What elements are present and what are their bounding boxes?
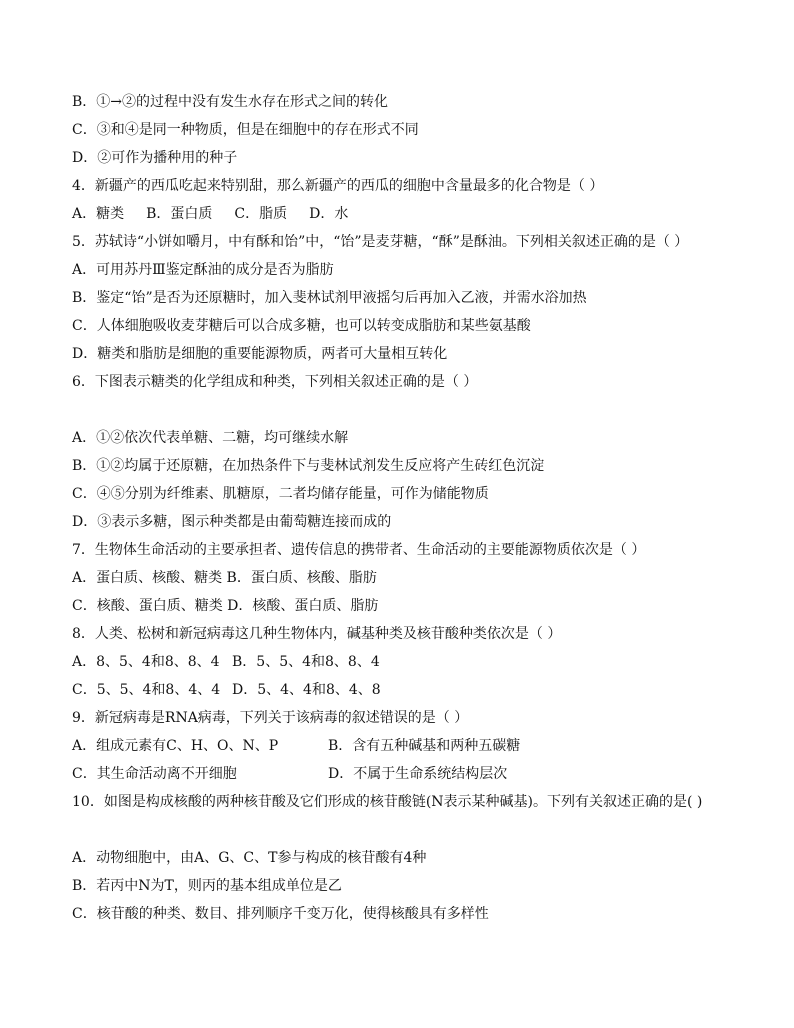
q8-stem: 8．人类、松树和新冠病毒这几种生物体内，碱基种类及核苷酸种类依次是（ ） <box>72 626 562 642</box>
q8-option-b: B．5、5、4和8、8、4 <box>232 654 380 670</box>
q6-option-c: C．④⑤分别为纤维素、肌糖原，二者均储存能量，可作为储能物质 <box>72 486 489 502</box>
q4-option-d: D．水 <box>309 206 349 222</box>
q6-option-a: A．①②依次代表单糖、二糖，均可继续水解 <box>72 430 349 446</box>
q4-stem: 4．新疆产的西瓜吃起来特别甜，那么新疆产的西瓜的细胞中含量最多的化合物是（ ） <box>72 178 604 194</box>
q6-stem: 6．下图表示糖类的化学组成和种类，下列相关叙述正确的是（ ） <box>72 374 478 390</box>
q6-option-d: D．③表示多糖，图示种类都是由葡萄糖连接而成的 <box>72 514 392 530</box>
q9-option-d: D．不属于生命系统结构层次 <box>328 766 508 782</box>
q8-option-d: D．5、4、4和8、4、8 <box>232 682 381 698</box>
q5-option-a: A．可用苏丹Ⅲ鉴定酥油的成分是否为脂肪 <box>72 262 334 278</box>
q9-options-row2 <box>72 760 762 788</box>
q10-stem: 10．如图是构成核酸的两种核苷酸及它们形成的核苷酸链(N表示某种碱基)。下列有关叙述正确的是( ) <box>72 794 703 810</box>
q9-option-a: A．组成元素有C、H、O、N、P <box>72 738 279 754</box>
q9-stem: 9．新冠病毒是RNA病毒，下列关于该病毒的叙述错误的是（ ） <box>72 710 469 726</box>
q5-option-d: D．糖类和脂肪是细胞的重要能源物质，两者可大量相互转化 <box>72 346 448 362</box>
q9-option-c: C．其生命活动离不开细胞 <box>72 766 237 782</box>
exam-page <box>72 88 762 928</box>
q9-options-row1 <box>72 732 762 760</box>
q5-stem: 5．苏轼诗“小饼如嚼月，中有酥和饴”中，“饴”是麦芽糖，“酥”是酥油。下列相关叙述正确的是（ ） <box>72 234 689 250</box>
q7-stem: 7．生物体生命活动的主要承担者、遗传信息的携带者、生命活动的主要能源物质依次是（ ） <box>72 542 646 558</box>
q10-option-c: C．核苷酸的种类、数目、排列顺序千变万化，使得核酸具有多样性 <box>72 906 489 922</box>
q8-option-c: C．5、5、4和8、4、4 <box>72 682 221 698</box>
q6-option-b: B．①②均属于还原糖，在加热条件下与斐林试剂发生反应将产生砖红色沉淀 <box>72 458 545 474</box>
q5-option-b: B．鉴定“饴”是否为还原糖时，加入斐林试剂甲液摇匀后再加入乙液，并需水浴加热 <box>72 290 587 306</box>
q8-option-a: A．8、5、4和8、8、4 <box>72 654 220 670</box>
q6-figure-space <box>72 396 762 424</box>
q4-option-c: C．脂质 <box>234 206 288 222</box>
q10-figure-space <box>72 816 762 844</box>
q4-options <box>72 200 762 228</box>
q8-options-row2 <box>72 676 762 704</box>
q4-option-a: A．糖类 <box>72 206 125 222</box>
q3-option-d: D．②可作为播种用的种子 <box>72 150 238 166</box>
q8-options-row1 <box>72 648 762 676</box>
q4-option-b: B．蛋白质 <box>146 206 213 222</box>
q9-option-b: B．含有五种碱基和两种五碳糖 <box>328 738 521 754</box>
q7-options-row2: C．核酸、蛋白质、糖类 D．核酸、蛋白质、脂肪 <box>72 598 379 614</box>
q3-option-c: C．③和④是同一种物质，但是在细胞中的存在形式不同 <box>72 122 419 138</box>
q7-options-row1: A．蛋白质、核酸、糖类 B．蛋白质、核酸、脂肪 <box>72 570 377 586</box>
q5-option-c: C．人体细胞吸收麦芽糖后可以合成多糖，也可以转变成脂肪和某些氨基酸 <box>72 318 531 334</box>
q3-option-b: B．①→②的过程中没有发生水存在形式之间的转化 <box>72 94 389 110</box>
q10-option-a: A．动物细胞中，由A、G、C、T参与构成的核苷酸有4种 <box>72 850 427 866</box>
q10-option-b: B．若丙中N为T，则丙的基本组成单位是乙 <box>72 878 342 894</box>
